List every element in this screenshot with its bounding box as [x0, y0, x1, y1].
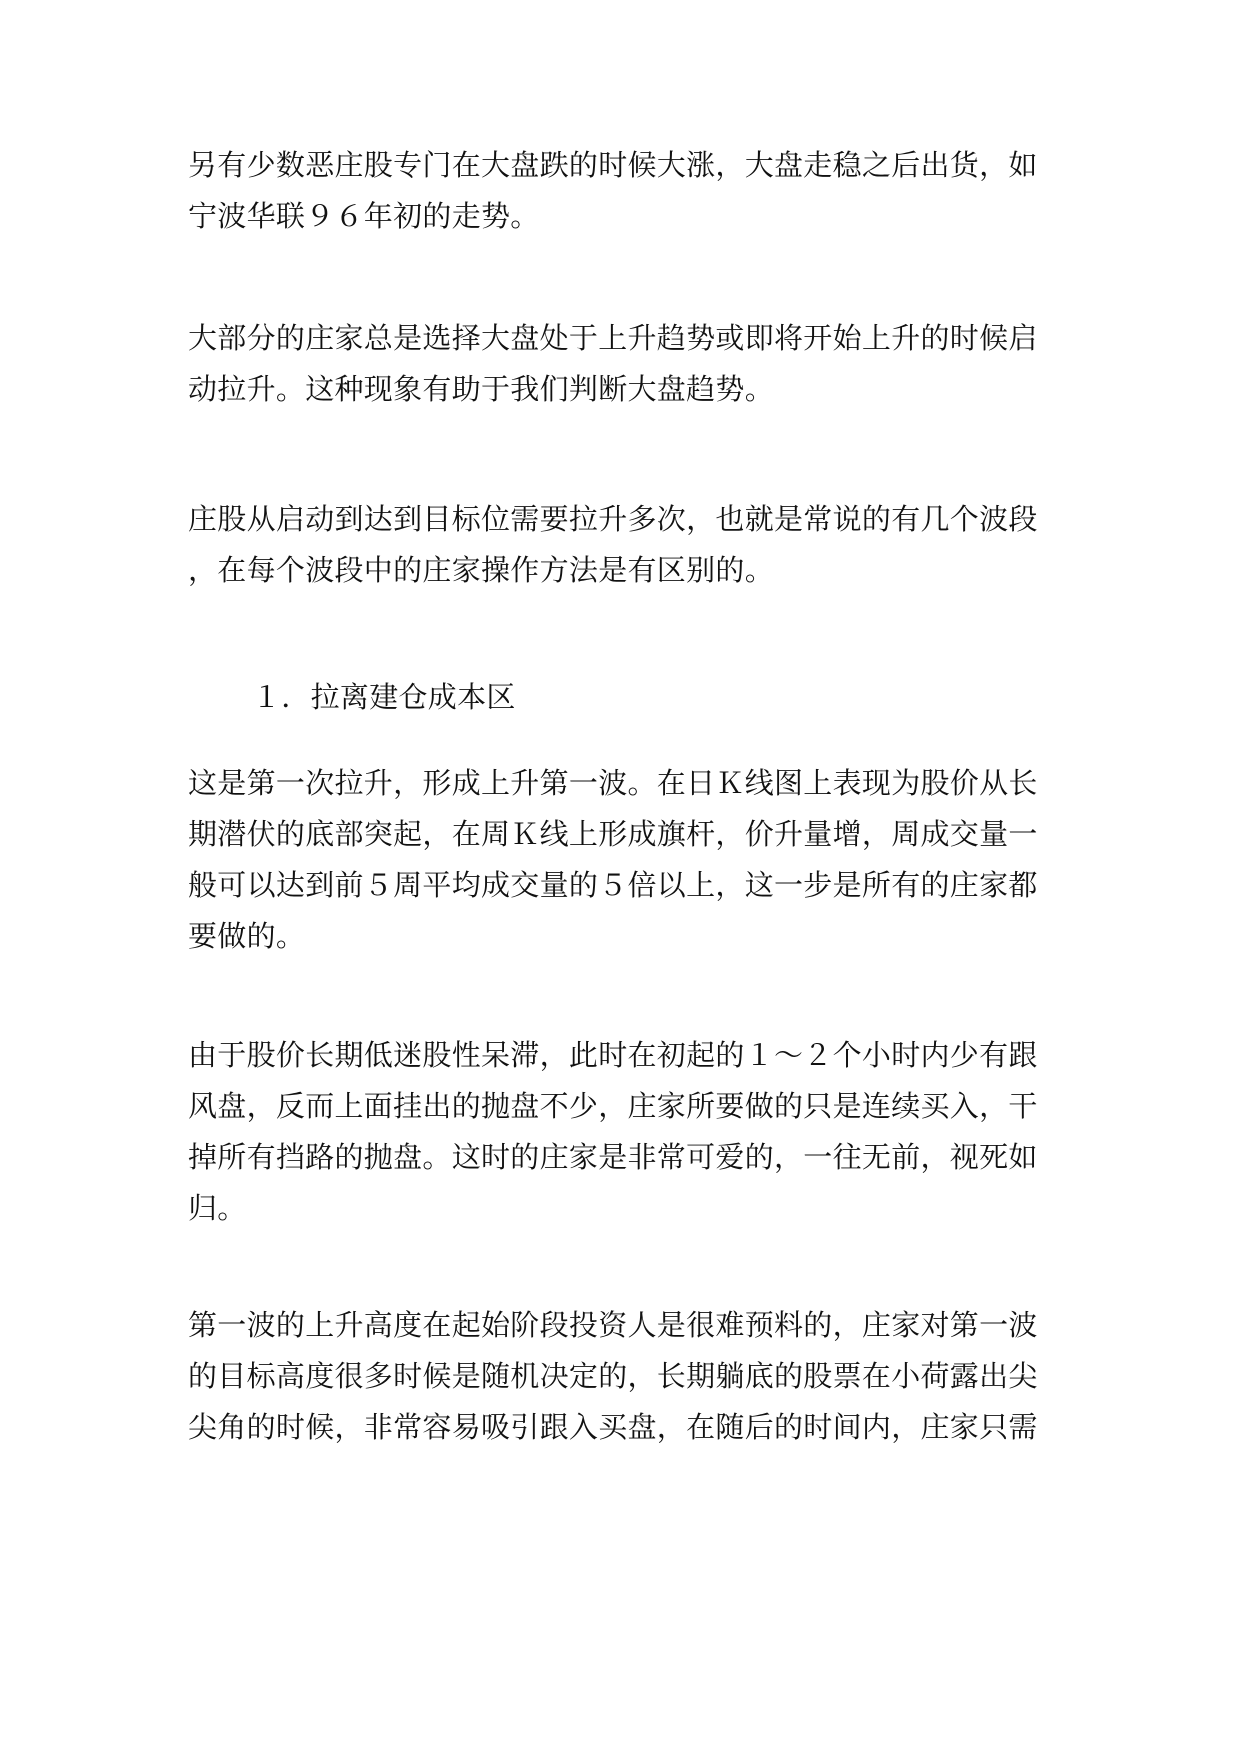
- paragraph-line: 期潜伏的底部突起，在周Ｋ线上形成旗杆，价升量增，周成交量一: [188, 817, 1038, 851]
- paragraph-line: 大部分的庄家总是选择大盘处于上升趋势或即将开始上升的时候启: [188, 321, 1038, 355]
- paragraph-1: [188, 140, 1048, 242]
- section-paragraph-3: [188, 1300, 1048, 1453]
- paragraph-2: [188, 313, 1048, 415]
- paragraph-line: 掉所有挡路的抛盘。这时的庄家是非常可爱的，一往无前，视死如: [188, 1140, 1038, 1174]
- paragraph-line: 般可以达到前５周平均成交量的５倍以上，这一步是所有的庄家都: [188, 868, 1038, 902]
- paragraph-line: 要做的。: [188, 919, 306, 953]
- paragraph-line: 由于股价长期低迷股性呆滞，此时在初起的１～２个小时内少有跟: [188, 1038, 1038, 1072]
- paragraph-line: 另有少数恶庄股专门在大盘跌的时候大涨，大盘走稳之后出货，如: [188, 148, 1038, 182]
- paragraph-line: 尖角的时候，非常容易吸引跟入买盘，在随后的时间内，庄家只需: [188, 1410, 1038, 1444]
- paragraph-line: 归。: [188, 1191, 247, 1225]
- paragraph-line: 宁波华联９６年初的走势。: [188, 199, 540, 233]
- paragraph-line: ，在每个波段中的庄家操作方法是有区别的。: [188, 553, 775, 587]
- paragraph-line: 风盘，反而上面挂出的抛盘不少，庄家所要做的只是连续买入，干: [188, 1089, 1038, 1123]
- section-paragraph-1: [188, 758, 1048, 962]
- paragraph-line: 的目标高度很多时候是随机决定的，长期躺底的股票在小荷露出尖: [188, 1359, 1038, 1393]
- section-heading: １．拉离建仓成本区: [252, 680, 516, 714]
- paragraph-line: 动拉升。这种现象有助于我们判断大盘趋势。: [188, 372, 775, 406]
- paragraph-3: [188, 494, 1048, 596]
- paragraph-line: 第一波的上升高度在起始阶段投资人是很难预料的，庄家对第一波: [188, 1308, 1038, 1342]
- paragraph-line: 这是第一次拉升，形成上升第一波。在日Ｋ线图上表现为股价从长: [188, 766, 1038, 800]
- paragraph-line: 庄股从启动到达到目标位需要拉升多次，也就是常说的有几个波段: [188, 502, 1038, 536]
- section-paragraph-2: [188, 1030, 1048, 1234]
